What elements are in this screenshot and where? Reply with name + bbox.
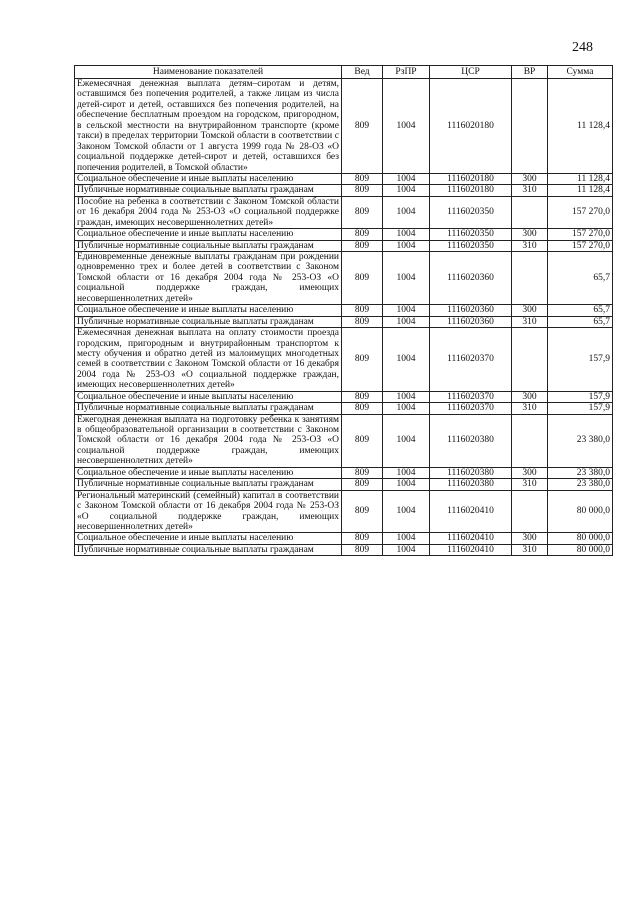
row-name: Социальное обеспечение и иные выплаты населению	[75, 467, 342, 478]
header-rzpr: РзПР	[383, 66, 430, 79]
row-name: Единовременные денежные выплаты гражданам при рождении одновременно трех и более детей в соответствии с Законом Томской области от 16 декабря 2004 года № 253-ОЗ «О социальной поддержке граждан, имеющих несовершеннолетних детей»	[75, 252, 342, 305]
row-ved: 809	[342, 533, 383, 544]
row-sum: 23 380,0	[548, 414, 613, 467]
table-row	[75, 391, 613, 402]
row-csr: 1116020380	[430, 479, 512, 490]
row-vr	[512, 79, 548, 174]
table-row	[75, 173, 613, 184]
row-vr: 310	[512, 479, 548, 490]
row-name: Социальное обеспечение и иные выплаты населению	[75, 229, 342, 240]
header-name: Наименование показателей	[75, 66, 342, 79]
row-csr: 1116020360	[430, 316, 512, 327]
row-rzpr: 1004	[383, 544, 430, 555]
row-csr: 1116020360	[430, 252, 512, 305]
row-ved: 809	[342, 467, 383, 478]
table-row	[75, 467, 613, 478]
row-sum: 65,7	[548, 316, 613, 327]
row-csr: 1116020380	[430, 414, 512, 467]
table-row	[75, 229, 613, 240]
row-ved: 809	[342, 479, 383, 490]
table-row	[75, 240, 613, 251]
row-csr: 1116020370	[430, 403, 512, 414]
row-name: Пособие на ребенка в соответствии с Законом Томской области от 16 декабря 2004 года № 253-ОЗ «О социальной поддержке граждан, имеющих несовершеннолетних детей»	[75, 196, 342, 228]
row-ved: 809	[342, 252, 383, 305]
row-vr	[512, 196, 548, 228]
row-rzpr: 1004	[383, 328, 430, 392]
row-vr: 300	[512, 173, 548, 184]
row-rzpr: 1004	[383, 240, 430, 251]
row-rzpr: 1004	[383, 533, 430, 544]
row-name: Ежемесячная денежная выплата детям–сиротам и детям, оставшимся без попечения родителей, а также лицам из числа детей-сирот и детей, оставшихся без попечения родителей, на обеспечение бесплатным проездом на городском, пригородном, в сельской местности на внутрирайонном транспорте (кроме такси) в пределах территории Томской области в соответствии с Законом Томской области от 1 августа 1999 года № 28-ОЗ «О социальной поддержке детей-сирот и детей, оставшихся без попечения родителей, в Томской области»	[75, 79, 342, 174]
table-row	[75, 328, 613, 392]
row-sum: 157,9	[548, 403, 613, 414]
row-ved: 809	[342, 414, 383, 467]
row-vr	[512, 252, 548, 305]
row-sum: 65,7	[548, 252, 613, 305]
row-csr: 1116020370	[430, 391, 512, 402]
row-csr: 1116020180	[430, 173, 512, 184]
table-row	[75, 490, 613, 533]
row-sum: 11 128,4	[548, 173, 613, 184]
table-row	[75, 403, 613, 414]
table-row	[75, 305, 613, 316]
row-vr: 310	[512, 240, 548, 251]
row-csr: 1116020360	[430, 305, 512, 316]
table-body	[75, 79, 613, 556]
row-rzpr: 1004	[383, 305, 430, 316]
row-csr: 1116020350	[430, 196, 512, 228]
row-sum: 157 270,0	[548, 240, 613, 251]
row-rzpr: 1004	[383, 185, 430, 196]
row-ved: 809	[342, 173, 383, 184]
row-csr: 1116020350	[430, 229, 512, 240]
row-csr: 1116020410	[430, 490, 512, 533]
table-row	[75, 316, 613, 327]
row-rzpr: 1004	[383, 490, 430, 533]
page-number: 248	[572, 40, 593, 55]
row-sum: 80 000,0	[548, 533, 613, 544]
header-ved: Вед	[342, 66, 383, 79]
table-row	[75, 479, 613, 490]
table-row	[75, 544, 613, 555]
row-rzpr: 1004	[383, 403, 430, 414]
row-name: Публичные нормативные социальные выплаты гражданам	[75, 479, 342, 490]
row-sum: 23 380,0	[548, 479, 613, 490]
row-ved: 809	[342, 403, 383, 414]
row-rzpr: 1004	[383, 79, 430, 174]
row-csr: 1116020410	[430, 533, 512, 544]
row-name: Публичные нормативные социальные выплаты гражданам	[75, 403, 342, 414]
row-ved: 809	[342, 229, 383, 240]
row-vr: 310	[512, 316, 548, 327]
row-vr: 300	[512, 229, 548, 240]
row-sum: 23 380,0	[548, 467, 613, 478]
row-ved: 809	[342, 196, 383, 228]
row-name: Публичные нормативные социальные выплаты гражданам	[75, 240, 342, 251]
table-row	[75, 533, 613, 544]
table-header-row	[75, 66, 613, 79]
row-vr: 300	[512, 391, 548, 402]
row-vr: 310	[512, 185, 548, 196]
header-sum: Сумма	[548, 66, 613, 79]
row-name: Социальное обеспечение и иные выплаты населению	[75, 173, 342, 184]
row-ved: 809	[342, 544, 383, 555]
row-name: Публичные нормативные социальные выплаты гражданам	[75, 544, 342, 555]
row-name: Социальное обеспечение и иные выплаты населению	[75, 391, 342, 402]
row-sum: 11 128,4	[548, 185, 613, 196]
row-name: Ежемесячная денежная выплата на оплату стоимости проезда городским, пригородным и внутрирайонным транспортом к месту обучения и обратно детей из малоимущих многодетных семей в соответствии с Законом Томской области от 16 декабря 2004 года № 253-ОЗ «О социальной поддержке граждан, имеющих несовершеннолетних детей»	[75, 328, 342, 392]
row-rzpr: 1004	[383, 391, 430, 402]
row-csr: 1116020370	[430, 328, 512, 392]
row-sum: 65,7	[548, 305, 613, 316]
row-sum: 157,9	[548, 391, 613, 402]
row-ved: 809	[342, 305, 383, 316]
row-name: Ежегодная денежная выплата на подготовку ребенка к занятиям в общеобразовательной организации в соответствии с Законом Томской области от 16 декабря 2004 года № 253-ОЗ «О социальной поддержке граждан, имеющих несовершеннолетних детей»	[75, 414, 342, 467]
row-rzpr: 1004	[383, 173, 430, 184]
row-csr: 1116020180	[430, 185, 512, 196]
row-name: Публичные нормативные социальные выплаты гражданам	[75, 316, 342, 327]
row-vr	[512, 490, 548, 533]
row-rzpr: 1004	[383, 467, 430, 478]
row-name: Публичные нормативные социальные выплаты гражданам	[75, 185, 342, 196]
row-vr	[512, 328, 548, 392]
table-row	[75, 185, 613, 196]
budget-table	[74, 65, 613, 556]
row-vr: 310	[512, 403, 548, 414]
row-sum: 80 000,0	[548, 490, 613, 533]
row-ved: 809	[342, 240, 383, 251]
row-vr: 300	[512, 467, 548, 478]
row-vr: 310	[512, 544, 548, 555]
header-csr: ЦСР	[430, 66, 512, 79]
row-rzpr: 1004	[383, 479, 430, 490]
header-vr: ВР	[512, 66, 548, 79]
row-csr: 1116020410	[430, 544, 512, 555]
row-vr	[512, 414, 548, 467]
table-row	[75, 414, 613, 467]
row-csr: 1116020350	[430, 240, 512, 251]
row-rzpr: 1004	[383, 252, 430, 305]
row-rzpr: 1004	[383, 414, 430, 467]
row-ved: 809	[342, 490, 383, 533]
row-rzpr: 1004	[383, 316, 430, 327]
row-ved: 809	[342, 316, 383, 327]
row-sum: 157,9	[548, 328, 613, 392]
table-row	[75, 196, 613, 228]
row-name: Региональный материнский (семейный) капитал в соответствии с Законом Томской области от 16 декабря 2004 года № 253-ОЗ «О социальной поддержке граждан, имеющих несовершеннолетних детей»	[75, 490, 342, 533]
row-sum: 157 270,0	[548, 229, 613, 240]
table-row	[75, 252, 613, 305]
row-sum: 157 270,0	[548, 196, 613, 228]
row-ved: 809	[342, 328, 383, 392]
row-ved: 809	[342, 79, 383, 174]
row-ved: 809	[342, 185, 383, 196]
row-name: Социальное обеспечение и иные выплаты населению	[75, 533, 342, 544]
table-row	[75, 79, 613, 174]
row-name: Социальное обеспечение и иные выплаты населению	[75, 305, 342, 316]
row-rzpr: 1004	[383, 229, 430, 240]
row-rzpr: 1004	[383, 196, 430, 228]
row-vr: 300	[512, 533, 548, 544]
row-ved: 809	[342, 391, 383, 402]
row-vr: 300	[512, 305, 548, 316]
row-csr: 1116020180	[430, 79, 512, 174]
row-sum: 11 128,4	[548, 79, 613, 174]
row-csr: 1116020380	[430, 467, 512, 478]
row-sum: 80 000,0	[548, 544, 613, 555]
